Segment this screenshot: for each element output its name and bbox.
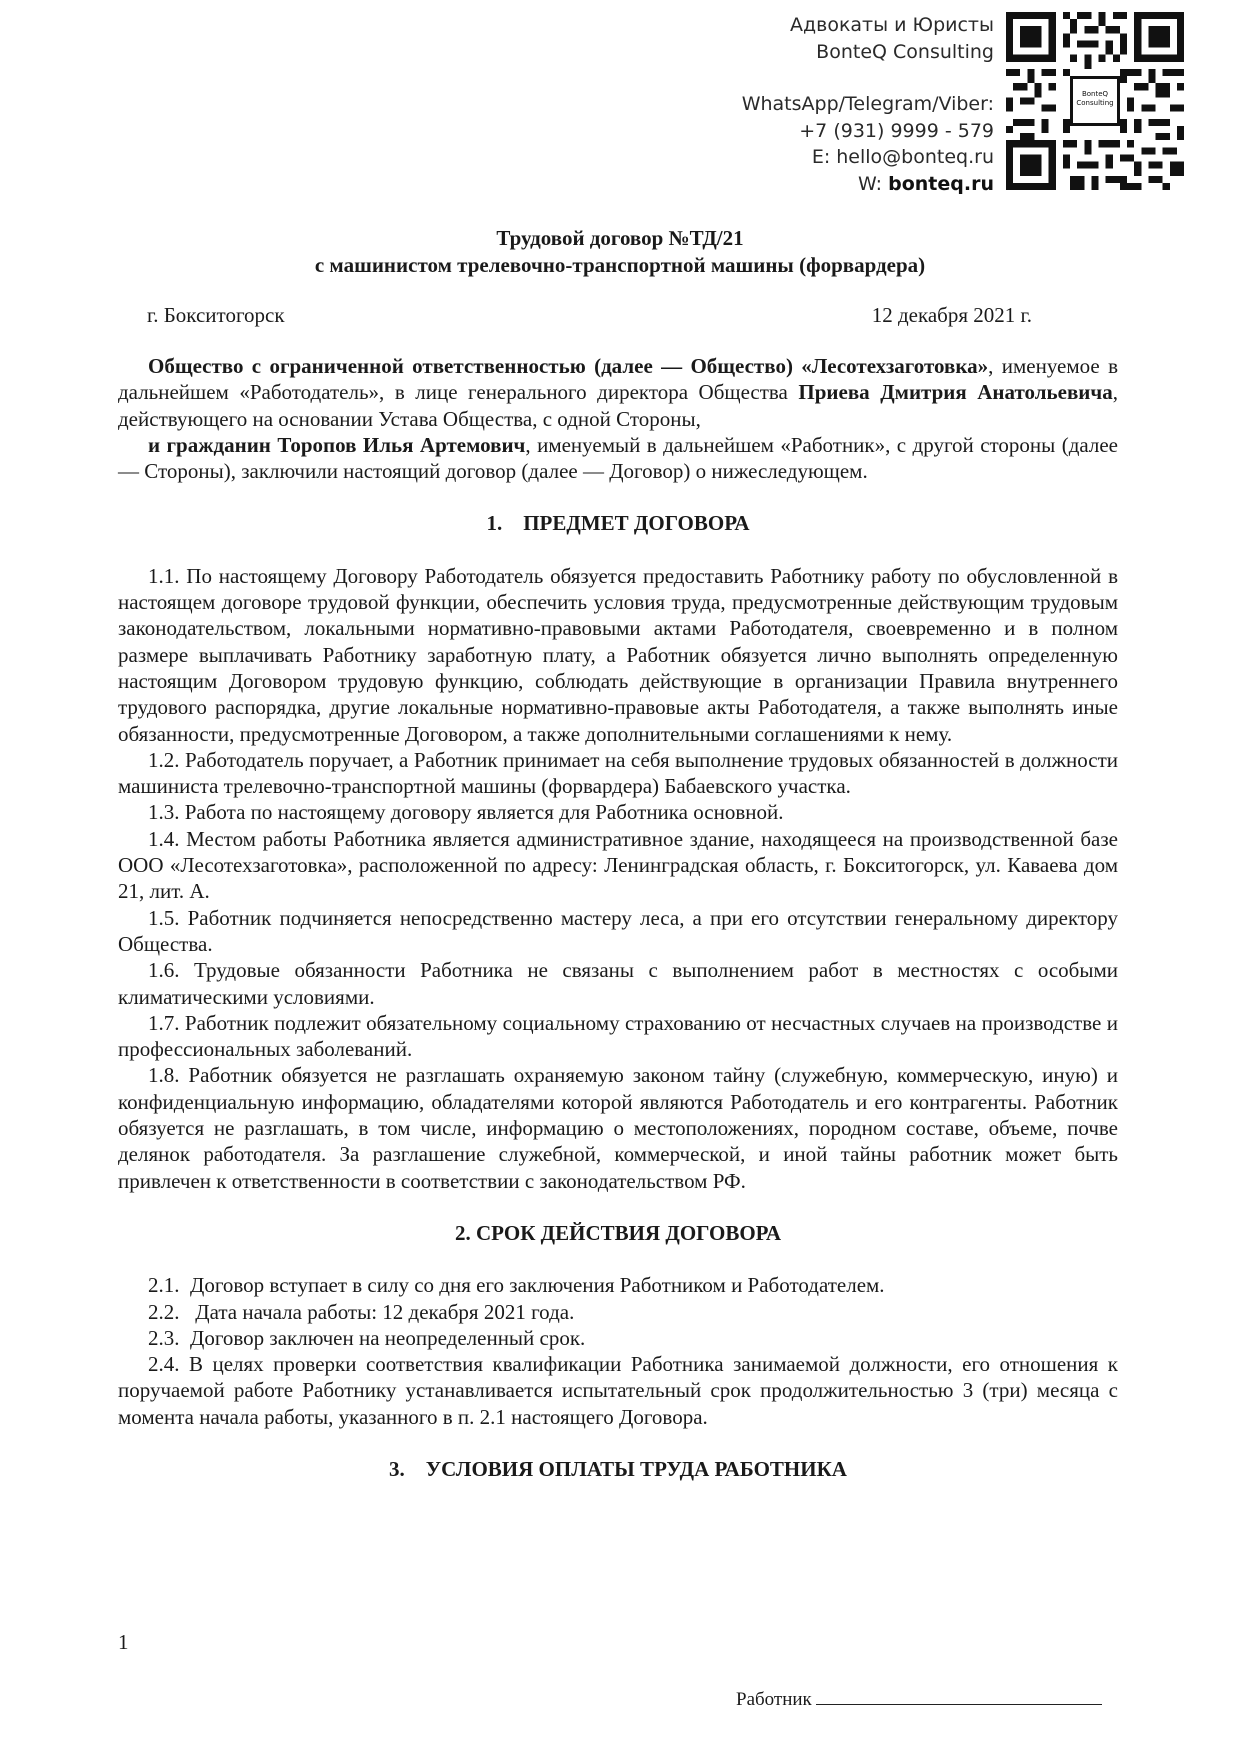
clause-2-3: 2.3. Договор заключен на неопределенный срок. <box>148 1325 586 1350</box>
contract-body <box>118 353 1118 1482</box>
signature-label: Работник <box>736 1689 812 1710</box>
clause-2-1: 2.1. Договор вступает в силу со дня его заключения Работником и Работодателем. <box>148 1273 885 1298</box>
messengers-label: WhatsApp/Telegram/Viber: <box>741 93 994 115</box>
city: г. Бокситогорск <box>147 303 285 327</box>
clause-1-5: 1.5. Работник подчиняется непосредственно мастеру леса, а при его отсутствии генеральному директору Общества. <box>118 905 1118 956</box>
page-number: 1 <box>118 1630 129 1654</box>
clause-1-6: 1.6. Трудовые обязанности Работника не связаны с выполнением работ в местностях с особыми климатическими условиями. <box>118 958 1118 1009</box>
clause-1-1: 1.1. По настоящему Договору Работодатель обязуется предоставить Работнику работу по обусловленной в настоящем договоре трудовой функции, обеспечить условия труда, предусмотренные действующим трудовым законодательством, локальными нормативно-правовыми актами Работодателя, своевременно и в полном размере выплачивать Работнику заработную плату, а Работник обязуется лично выполнять определенную настоящим Договором трудовую функцию, соблюдать действующие в организации Правила внутреннего трудового распорядка, другие локальные нормативно-правовые акты Работодателя, а также выполнять иные обязанности, предусмотренные Договором, а также дополнительными соглашениями к нему. <box>118 563 1118 746</box>
signature-line[interactable] <box>816 1686 1102 1705</box>
qr-logo: BonteQ Consulting <box>1070 76 1120 126</box>
clause-1-3: 1.3. Работа по настоящему договору является для Работника основной. <box>148 800 784 825</box>
preamble-employee: и гражданин Торопов Илья Артемович, именуемый в дальнейшем «Работник», с другой стороны (далее — Стороны), заключили настоящий договор (далее — Договор) о нижеследующем. <box>118 432 1119 484</box>
firm-name: BonteQ Consulting <box>816 40 994 63</box>
qr-code-icon <box>1006 12 1184 190</box>
contract-date: 12 декабря 2021 г. <box>871 303 1032 327</box>
clause-1-8: 1.8. Работник обязуется не разглашать охраняемую законом тайну (служебную, коммерческую, иную) и конфиденциальную информацию, обладателями которой являются Работодатель и его контрагенты. Работник обязуется не разглашать, в том числе, информацию о местоположениях, породном составе, объеме, почве делянок работодателя. За разглашение служебной, коммерческой, и иной тайны работник может быть привлечен к ответственности в соответствии с законодательством РФ. <box>118 1063 1118 1193</box>
website: W: bonteq.ru <box>858 172 994 195</box>
place-date-line <box>147 302 1032 329</box>
clause-1-7: 1.7. Работник подлежит обязательному социальному страхованию от несчастных случаев на производстве и профессиональных заболеваний. <box>118 1010 1118 1062</box>
firm-tagline: Адвокаты и Юристы <box>789 14 994 36</box>
clause-1-2: 1.2. Работодатель поручает, а Работник принимает на себя выполнение трудовых обязанностей в должности машиниста трелевочно-транспортной машины (форвардера) Бабаевского участка. <box>118 747 1118 799</box>
document-title <box>0 225 1240 279</box>
clause-2-2: 2.2. Дата начала работы: 12 декабря 2021 года. <box>148 1299 575 1324</box>
clause-2-4: 2.4. В целях проверки соответствия квалификации Работника занимаемой должности, его отношения к поручаемой работе Работнику устанавливается испытательный срок продолжительностью 3 (три) месяца с момента начала работы, указанного в п. 2.1 настоящего Договора. <box>118 1352 1118 1429</box>
section-2-heading: 2. СРОК ДЕЙСТВИЯ ДОГОВОРА <box>454 1220 781 1245</box>
title-line-1: Трудовой договор №ТД/21 <box>496 226 744 250</box>
email-address: E: hello@bonteq.ru <box>811 146 994 168</box>
letterhead <box>742 12 1184 197</box>
preamble-employer: Общество с ограниченной ответственностью (далее — Общество) «Лесотехзаготовка», именуемое в дальнейшем «Работодатель», в лице генерального директора Общества Приева Дмитрия Анатольевича, действующего на основании Устава Общества, с одной Стороны, <box>118 354 1118 431</box>
website-domain[interactable]: bonteq.ru <box>888 172 994 195</box>
title-line-2: с машинистом трелевочно-транспортной машины (форвардера) <box>314 253 926 277</box>
phone-number: +7 (931) 9999 - 579 <box>799 119 994 142</box>
clause-1-4: 1.4. Местом работы Работника является административное здание, находящееся на производственной базе ООО «Лесотехзаготовка», расположенной по адресу: Ленинградская область, г. Бокситогорск, ул. Каваева дом 21, лит. А. <box>118 826 1118 904</box>
section-3-heading: 3. УСЛОВИЯ ОПЛАТЫ ТРУДА РАБОТНИКА <box>389 1456 847 1481</box>
contact-info <box>742 12 994 197</box>
section-1-heading: 1. ПРЕДМЕТ ДОГОВОРА <box>486 511 750 536</box>
signature-block <box>736 1686 1102 1711</box>
